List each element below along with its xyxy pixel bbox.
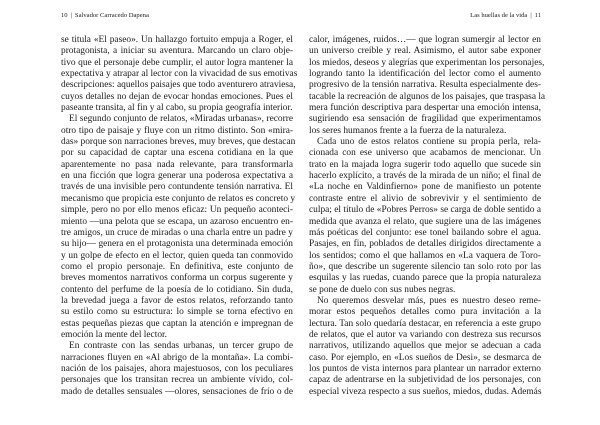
text-line: das» porque son narraciones breves, muy breves, que destacan: [61, 137, 296, 148]
text-line: ño», que describe un sugerente silencio tan solo roto por las: [309, 261, 541, 272]
text-line: tre amigos, un cruce de miradas o una charla entre un padre y: [61, 227, 293, 238]
text-line: los puntos de vista internos para plantear un narrador externo: [309, 363, 541, 374]
text-line: aparentemente no pasa nada relevante, para transformarla: [61, 159, 293, 170]
text-line: contraste entre el alivio de sobrevivir y el sentimiento de: [309, 193, 541, 204]
text-line: En contraste con las sendas urbanas, un tercer grupo de: [69, 341, 293, 352]
text-line: de relatos, que el autor va variando con destreza sus recursos: [309, 329, 541, 340]
text-line: su hijo— genera en el protagonista una determinada emoción: [61, 239, 293, 250]
text-line: hacerlo explícito, a través de la mirada de un niño; el final de: [309, 171, 541, 182]
text-line: mera función descriptiva para despertar una emoción intensa,: [309, 103, 541, 114]
running-head: Salvador Carracedo Dapena: [74, 12, 149, 19]
right-page: [309, 0, 546, 425]
text-line: lectura. Tan solo quedaría destacar, en referencia a este grupo: [309, 318, 541, 329]
text-line: Cada uno de estos relatos contiene su propia perla, rela-: [317, 137, 541, 148]
text-line: se titula «El paseo». Un hallazgo fortuito empuja a Roger, el: [61, 35, 293, 45]
text-line: logrando tanto la identificación del lector como el aumento: [309, 69, 541, 80]
text-line: protagonista, a iniciar su aventura. Marcando un claro obje-: [61, 46, 293, 57]
header-separator: |: [70, 12, 72, 19]
text-line: tivo que el personaje debe cumplir, el autor logra mantener la: [61, 57, 293, 68]
text-line: calor, imágenes, ruidos…— que logran sumergir al lector en: [309, 35, 541, 45]
text-line: morar estos pequeños detalles como pura invitación a la: [309, 307, 541, 318]
text-line: caso. Por ejemplo, en «Los sueños de Desi», se desmarca de: [309, 352, 541, 363]
text-line: los miedos, deseos y alegrías que experimentan los personajes,: [309, 57, 545, 68]
text-line: su estilo como su estructura: lo simple se torna efectivo en: [61, 307, 293, 318]
text-line: culpa; el título de «Pobres Perros» se carga de doble sentido a: [309, 205, 541, 216]
text-line: progresivo de la tensión narrativa. Resulta especialmente des-: [309, 80, 541, 91]
text-line: los seres humanos frente a la fuerza de la naturaleza.: [309, 125, 507, 136]
text-line: esquilas y las ruedas, cuando parece que la propia naturaleza: [309, 273, 541, 284]
text-line: en una ficción que logra generar una poderosa expectativa a: [61, 171, 293, 182]
text-line: tacable la recreación de algunos de los paisajes, que traspasa la: [309, 91, 546, 102]
header-separator: |: [530, 12, 532, 19]
running-head: Las huellas de la vida: [470, 12, 528, 19]
text-line: narraciones fluyen en «Al abrigo de la montaña». La combi-: [61, 352, 293, 363]
text-line: paseante transita, al fin y al cabo, su propia geografía interior.: [61, 103, 293, 114]
text-line: El segundo conjunto de relatos, «Miradas urbanas», recorre: [69, 114, 293, 125]
text-line: contento del perfume de la poesía de lo cotidiano. Sin duda,: [61, 284, 293, 295]
text-line: como el propio personaje. En definitiva, este conjunto de: [61, 261, 293, 272]
running-header-left: [61, 12, 149, 19]
text-line: especial viveza respecto a sus sueños, miedos, dudas. Además: [309, 386, 542, 397]
page-number: 11: [534, 12, 541, 19]
text-line: «La noche en Valdinfierno» pone de manifiesto un potente: [309, 182, 541, 193]
text-line: mecanismo que propicia este conjunto de relatos es concreto y: [61, 193, 296, 204]
page-number: 10: [61, 12, 68, 19]
text-line: cionada con ese universo que acabamos de mencionar. Un: [309, 148, 541, 159]
text-line: No queremos desvelar más, pues es nuestro deseo reme-: [317, 295, 541, 306]
left-page: [61, 0, 298, 425]
text-line: un universo creíble y real. Asimismo, el autor sabe exponer: [309, 46, 541, 57]
text-line: más poéticas del conjunto: ese tonel bailando sobre el agua.: [309, 227, 541, 238]
text-line: se pone de duelo con sus nubes negras.: [309, 284, 456, 295]
text-line: expectativa y atrapar al lector con la vivacidad de sus emotivas: [61, 69, 298, 80]
left-page-body: [61, 35, 298, 398]
text-line: través de una invisible pero contundente tensión narrativa. El: [61, 182, 293, 193]
text-line: los sentidos; como el que hallamos en «La vaquera de Toro-: [309, 250, 541, 261]
text-line: breves momentos narrativos conforma un corpus sugerente y: [61, 273, 293, 284]
text-line: descripciones: aquellos paisajes que todo aventurero atraviesa,: [61, 80, 296, 91]
text-line: cuyos detalles no dejan de evocar hondas emociones. Pues el: [61, 91, 293, 102]
text-line: Pasajes, en fin, poblados de detalles dirigidos directamente a: [309, 239, 541, 250]
text-line: miento —una pelota que se escapa, un azaroso encuentro en-: [61, 216, 293, 227]
text-line: emoción la mente del lector.: [61, 329, 167, 340]
text-line: simple, pero no por ello menos eficaz: Un pequeño aconteci-: [61, 205, 293, 216]
text-line: la brevedad juega a favor de estos relatos, reforzando tanto: [61, 295, 293, 306]
text-line: y un golpe de efecto en el lector, quien queda tan conmovido: [61, 250, 293, 261]
right-page-body: [309, 35, 546, 398]
text-line: sugiriendo esa sensación de fragilidad que experimentamos: [309, 114, 541, 125]
text-line: por su capacidad de captar una escena cotidiana en la que: [61, 148, 293, 159]
text-line: capaz de adentrarse en la subjetividad de los personajes, con: [309, 375, 541, 386]
text-line: otro tipo de paisaje y fluye con un ritmo distinto. Son «mira-: [61, 125, 293, 136]
text-line: medida que avanza el relato, que sugiere una de las imágenes: [309, 216, 541, 227]
text-line: trato en la majada logra sugerir todo aquello que sucede sin: [309, 159, 541, 170]
text-line: estas pequeñas piezas que captan la atención e impregnan de: [61, 318, 293, 329]
text-line: narrativos, utilizando aquellos que mejor se adecuan a cada: [309, 341, 541, 352]
text-line: personajes que los transitan recrea un ambiente vívido, col-: [61, 375, 293, 386]
text-line: mado de detalles sensuales —olores, sensaciones de frío o de: [61, 386, 293, 397]
running-header-right: [470, 12, 541, 19]
text-line: nación de los paisajes, ahora majestuosos, con los peculiares: [61, 363, 293, 374]
